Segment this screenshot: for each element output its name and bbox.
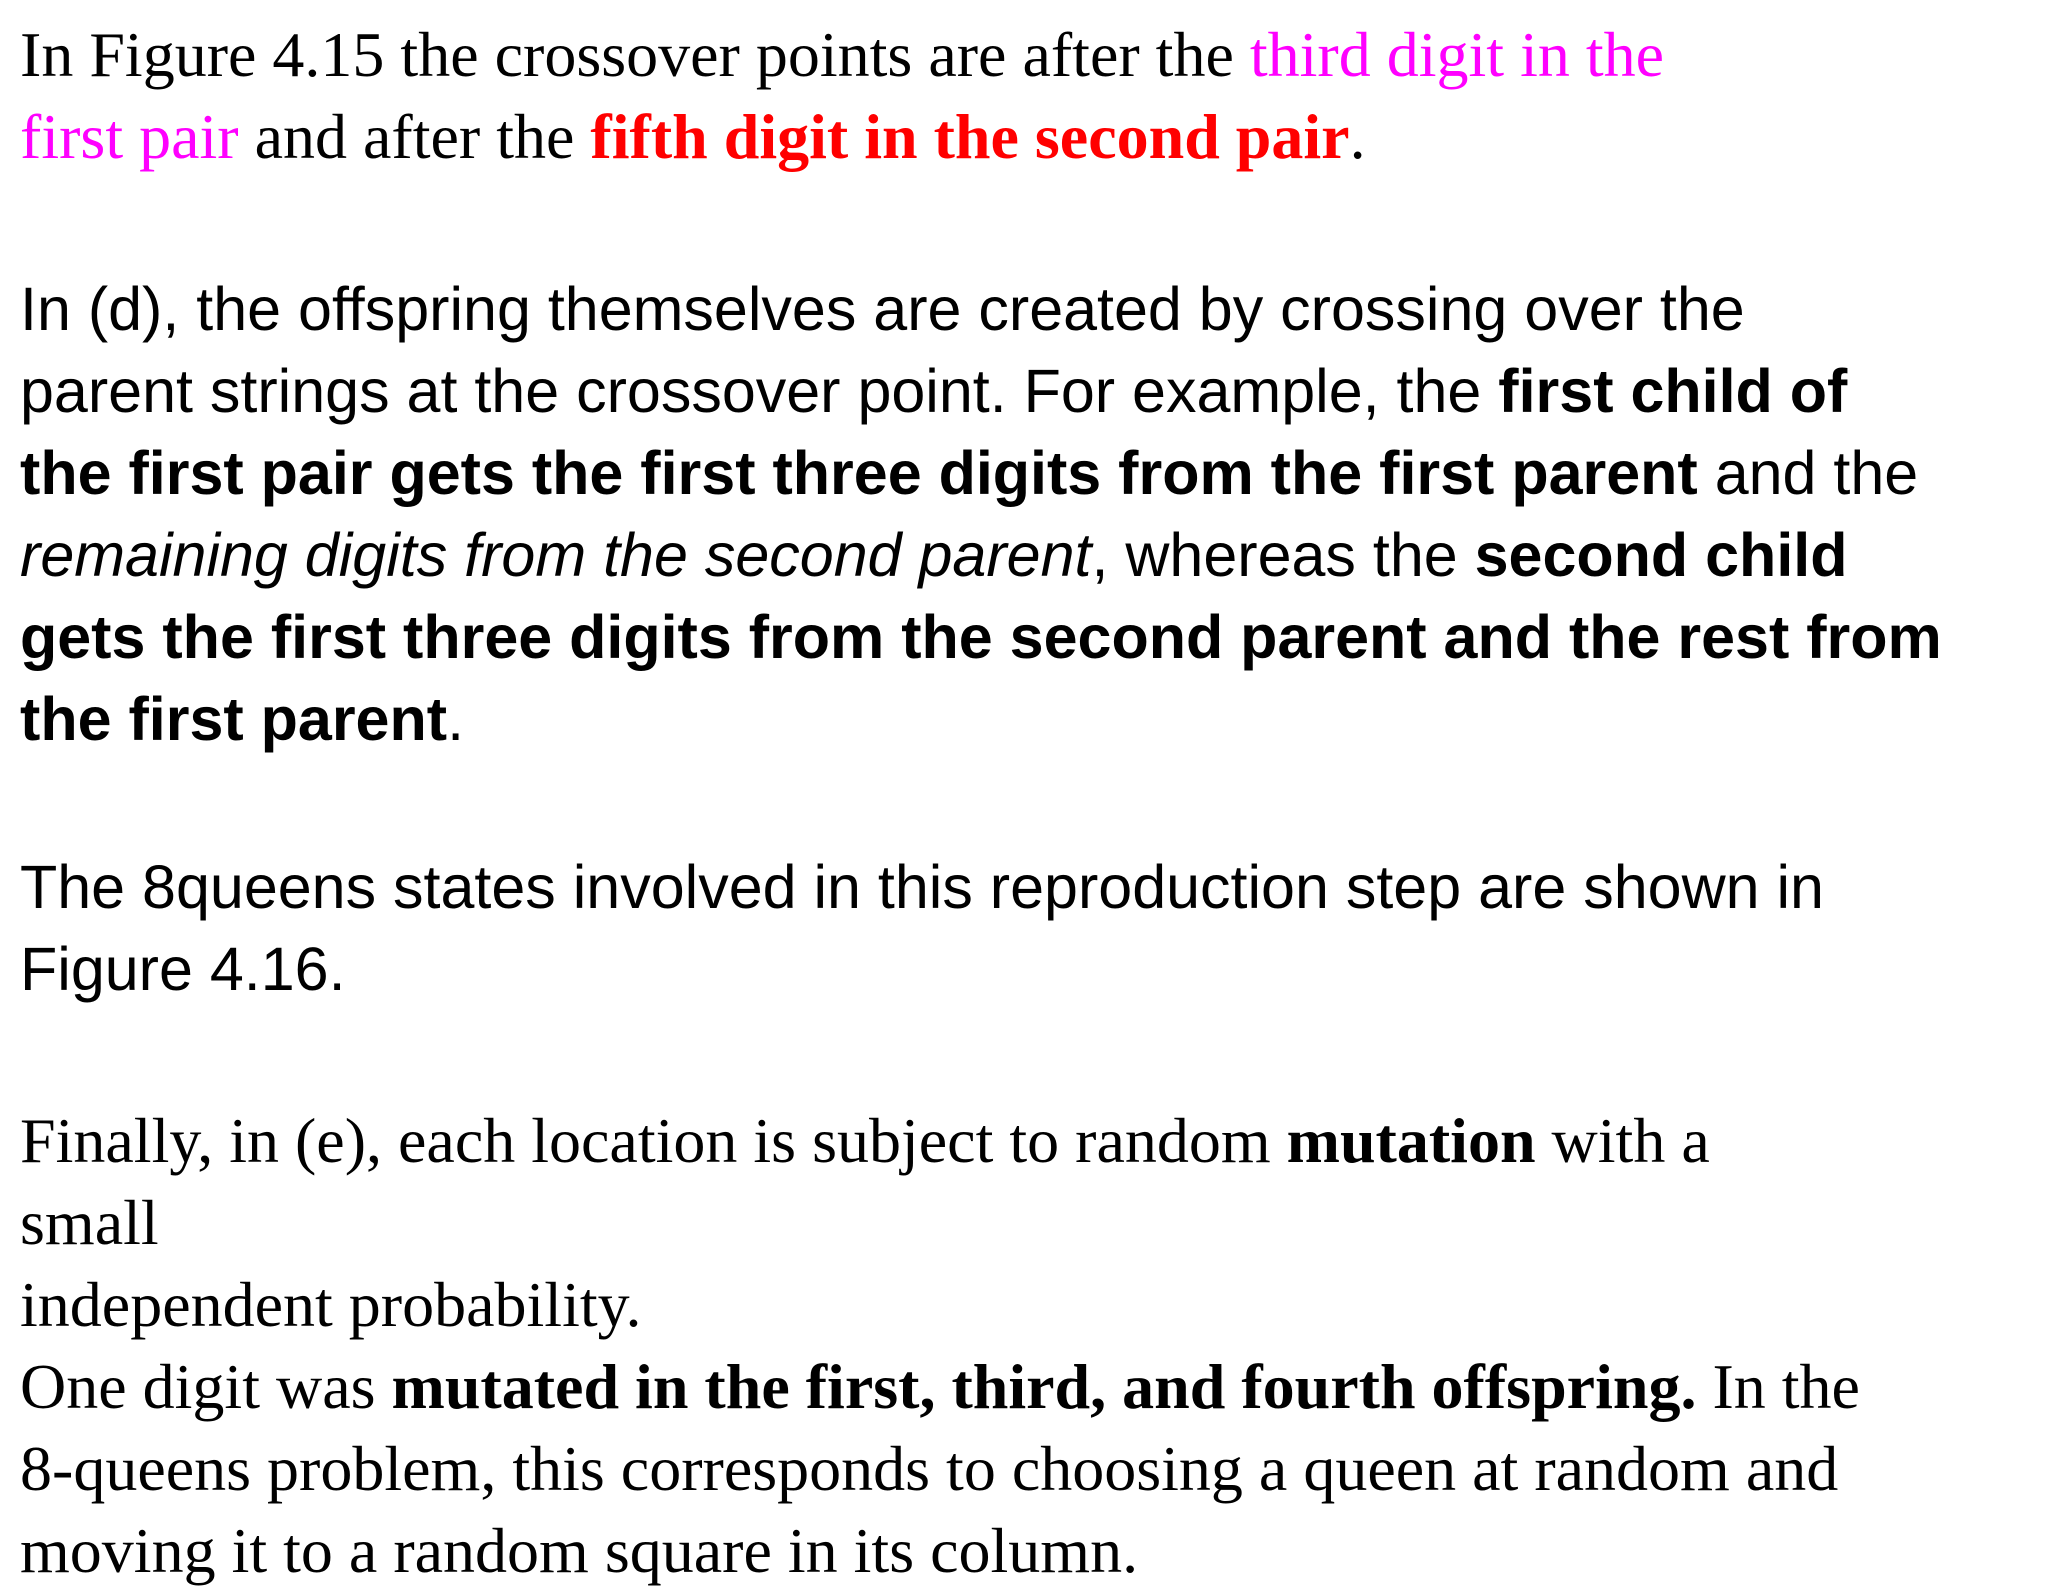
text-run: . — [1349, 101, 1366, 172]
paragraph-line — [20, 350, 1942, 432]
mutation-paragraph — [20, 1100, 1860, 1592]
highlight-first-pair: first pair — [20, 101, 239, 172]
paragraph-line: small — [20, 1187, 159, 1258]
highlight-third-digit: third digit in the — [1249, 19, 1665, 90]
paragraph-line: independent probability. — [20, 1269, 642, 1340]
queens-states-paragraph — [20, 846, 1824, 1010]
text-run: parent strings at the crossover point. For example, the — [20, 357, 1499, 425]
bold-run: second child — [1474, 521, 1848, 589]
bold-run: mutation — [1286, 1105, 1536, 1176]
text-run: and the — [1697, 439, 1919, 507]
text-run: , whereas the — [1091, 521, 1475, 589]
paragraph-line — [20, 1346, 1860, 1428]
text-run: and after the — [238, 101, 591, 172]
offspring-paragraph — [20, 268, 1942, 760]
paragraph-line — [20, 678, 1942, 760]
paragraph-line: gets the first three digits from the second parent and the rest from — [20, 603, 1942, 671]
text-run: Finally, in (e), each location is subject to random — [20, 1105, 1287, 1176]
paragraph-line: Figure 4.16. — [20, 935, 346, 1003]
bold-run: mutated in the first, third, and fourth offspring. — [391, 1351, 1697, 1422]
bold-run: first child of — [1498, 357, 1848, 425]
text-run: with a — [1535, 1105, 1710, 1176]
paragraph-line — [20, 432, 1942, 514]
paragraph-line — [20, 14, 1664, 96]
paragraph-line: The 8queens states involved in this reproduction step are shown in — [20, 853, 1824, 921]
paragraph-line: In (d), the offspring themselves are created by crossing over the — [20, 275, 1745, 343]
bold-run: the first parent — [20, 685, 448, 753]
paragraph-line: 8-queens problem, this corresponds to choosing a queen at random and — [20, 1433, 1839, 1504]
italic-run: remaining digits from the second parent — [20, 521, 1092, 589]
highlight-fifth-digit: fifth digit in the second pair — [590, 101, 1350, 172]
text-run: . — [447, 685, 465, 753]
paragraph-line: moving it to a random square in its column. — [20, 1515, 1139, 1586]
paragraph-line — [20, 96, 1664, 178]
paragraph-line — [20, 514, 1942, 596]
text-run: One digit was — [20, 1351, 392, 1422]
bold-run: the first pair gets the first three digits from the first parent — [20, 439, 1698, 507]
crossover-points-paragraph — [20, 14, 1664, 178]
paragraph-line — [20, 1100, 1860, 1182]
text-run: In Figure 4.15 the crossover points are after the — [20, 19, 1250, 90]
text-run: In the — [1696, 1351, 1860, 1422]
